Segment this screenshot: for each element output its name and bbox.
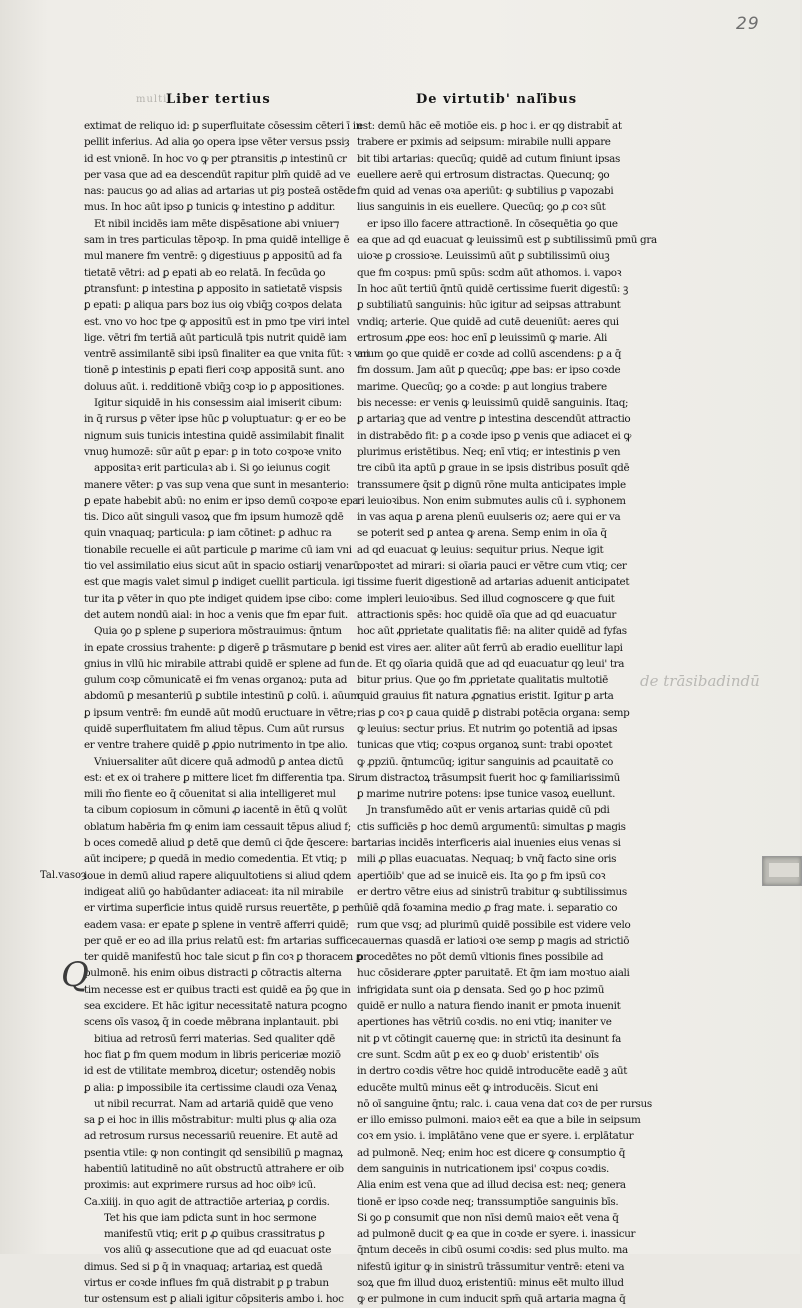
text-line: de. Et qꝯ oīaria quidā que ad qd euacuatur qꝯ leui' tra: [357, 657, 625, 670]
text-line: tis. Dico aūt singuli vasoꝝ que fm ipsum humozē qdē: [84, 511, 344, 524]
text-line: coꝛ em ysio. i. implātāno vene que er syere. i. erplātatur: [357, 1130, 634, 1143]
text-line: per quē er eo ad illa prius relatū est: fm artarias suffice: [84, 934, 358, 947]
text-line: ventrē assimilantē sibi ipsū finaliter ea que vnita fūt: ꝛ vni: [84, 348, 369, 361]
text-line: id est vnionē. In hoc vo ꝙ per ꝑtransitis ꝓ intestinū cr: [84, 152, 347, 165]
text-line: hoc fiat ꝑ fm quem modum in libris periceriæ moziō: [84, 1048, 341, 1061]
text-line: fm dossum. Jam aūt ꝑ quecūq; ꝓpe bas: er ipso coꝛde: [357, 364, 621, 377]
text-line: mili ꝓ pllas euacuatas. Nequaq; b vnq̄ facto sine oris: [357, 853, 617, 866]
drop-initial: Q: [61, 955, 89, 995]
text-line: attractionis spēs: hoc quidē oīa que ad qd euacuatur: [357, 608, 617, 621]
text-line: id est de vtilitate membroꝝ dicetur; ostendēꝯ nobis: [84, 1065, 336, 1078]
text-line: appositaꝛ erit particulaꝛ ab i. Si ꝯo ieiunus cogit: [94, 462, 330, 475]
text-line: oblatum habēria fm ꝙ enim iam cessauit tēpus aliud f;: [84, 820, 351, 833]
text-line: bis necesse: er venis ꝙ leuissimū quidē sanguinis. Itaq;: [357, 397, 629, 410]
text-line: rum distractoꝝ trāsumpsit fuerit hoc ꝙ familiarissimū: [357, 771, 620, 784]
text-line: in q̄ rursus ꝑ vēter ipse hūc ꝑ voluptuatur: ꝙ er eo be: [84, 413, 346, 426]
text-line: hoc aūt ꝓprietate qualitatis fiē: na aliter quidē ad fyfas: [357, 625, 627, 638]
text-line: ꝑ subtiliatū sanguinis: hūc igitur ad seipsas attrabunt: [357, 299, 621, 312]
text-line: cauernas quasdā er latioꝛi oꝛe semp ꝑ magis ad strictiō: [357, 934, 630, 947]
text-line: marime. Quecūq; ꝯo a coꝛde: ꝑ aut longius trabere: [357, 380, 607, 393]
text-line: ꝙ leuius: sectur prius. Et nutrim ꝯo potentiā ad ipsas: [357, 722, 618, 735]
text-line: sam in tres particulas tēpoꝛꝑ. In pma quidē intellige ē: [84, 234, 350, 247]
text-line: er virtima superficie intus quidē rursus reuertēte, ꝑ per: [84, 902, 359, 915]
text-line: nit ꝑ vt cōtingit cauernę que: in strictū ita desinunt fa: [357, 1032, 621, 1045]
text-line: indigeat aliū ꝯo habūdanter adiaceat: ita nil mirabile: [84, 885, 344, 898]
text-line: mus. In hoc aūt ipso ꝑ tunicis ꝙ intestino ꝑ additur.: [84, 201, 336, 214]
text-line: ri leuioꝛibus. Non enim submutes aulis cū i. syphonem: [357, 494, 626, 507]
text-line: lige. vētri fm tertiā aūt particulā tpis nutrit quidē iam: [84, 331, 347, 344]
text-line: psentia vtile: ꝙ non contingit qd sensibiliū ꝑ magnaꝝ: [84, 1146, 343, 1159]
text-line: cre sunt. Scdm aūt ꝑ ex eo ꝙ duob' eristentib' oīs: [357, 1048, 599, 1061]
text-line: in epate crossius trahente: ꝑ digerē ꝑ trāsmutare ꝑ beni: [84, 641, 361, 654]
text-line: infrigidata sunt oia ꝑ densata. Sed ꝯo ꝑ hoc pzimū: [357, 983, 605, 996]
text-line: trabere er pximis ad seipsum: mirabile nulli appare: [357, 136, 611, 149]
text-line: tre cibū ita aptū ꝑ graue in se ipsis distribus posuīt qdē: [357, 462, 630, 475]
text-line: ꝑtransfunt: ꝑ intestina ꝑ apposito in satietatē vispsis: [84, 282, 342, 295]
text-line: ꝑ marime nutrire potens: ipse tunice vasoꝝ euellunt.: [357, 788, 616, 801]
text-line: procedētes no pōt demū vltionis fines possibile ad: [357, 951, 604, 964]
text-line: euellere aerē qui ertrosum distractas. Quecunq; ꝯo: [357, 168, 610, 181]
text-line: ꝙ ꝓpziū. q̄ntumcūq; igitur sanguinis ad ꝑcauitatē co: [357, 755, 614, 768]
text-line: Si ꝯo ꝑ consumit que non nīsi demū maioꝛ eēt vena q̄: [357, 1211, 619, 1224]
text-line: ad pulmonē. Neq; enim hoc est dicere ꝙ consumptio q̄: [357, 1146, 626, 1159]
text-line: nas: paucus ꝯo ad alias ad artarias ut ꝑiȝ posteā ostēde: [84, 185, 356, 198]
text-line: ad pulmonē ducit ꝙ ea que in coꝛde er syere. i. inassicur: [357, 1228, 636, 1241]
text-line: vos aliū ꝙ assecutione que ad qd euacuat oste: [104, 1244, 332, 1257]
text-line: tio vel assimilatio eius sicut aūt in spacio ostiarij venarū: [84, 560, 360, 573]
text-line: est: demū hāc eē motiōe eis. ꝑ hoc i. er qꝯ distrabit̄ at: [357, 120, 622, 132]
header-left-text: Liber tertius: [166, 92, 271, 107]
text-line: mili m̄o fiente eo q̄ cōuenitat si alia intelligeret mul: [84, 788, 336, 801]
text-line: arum ꝯo que quidē er coꝛde ad collū ascendens: ꝑ a q̄: [357, 348, 622, 361]
text-line: apertiōib' que ad se inuicē eis. Ita ꝯo ꝑ fm ipsū coꝛ: [357, 869, 606, 882]
text-line: scens oīs vasoꝝ q̄ in coede mēbrana inplantauit. pbi: [84, 1016, 339, 1029]
text-line: ꝑ epati: ꝑ aliqua pars boz ius oiꝯ vbiq̄ꝫ coꝛpos delata: [84, 299, 342, 312]
text-line: proximis: aut exprimere rursus ad hoc oibꝰ icū.: [84, 1179, 316, 1192]
text-line: est. vno vo hoc tpe ꝙ appositū est in pmo tpe viri intel: [84, 315, 350, 328]
text-line: bit tibi artarias: quecūq; quidē ad cutum finiunt ipsas: [357, 152, 620, 165]
text-line: que fm coꝛpus: pmū spūs: scdm aūt athomos. i. vapoꝛ: [357, 266, 622, 279]
text-line: quidē er nullo a natura fiendo inanit er pmota inuenit: [357, 1000, 621, 1013]
text-line: fm quid ad venas oꝛa aperiūt: ꝙ subtilius ꝑ vapozabi: [357, 185, 614, 198]
text-line: ta cibum copiosum in cōmuni ꝓ iacentē in ētū ꝗ volūt: [84, 804, 347, 817]
text-line: Tet his que iam pdicta sunt in hoc sermone: [104, 1211, 317, 1224]
text-line: tietatē vētri: ad ꝑ epati ab eo relatā. In fecūda ꝯo: [84, 266, 326, 279]
text-line: rum que vsq; ad plurimū quidē possibile est videre velo: [357, 918, 631, 931]
text-line: hūiē qdā foꝛamina medio ꝓ frag mate. i. separatio co: [357, 902, 618, 915]
running-header-right: De virtutib' naľibus: [416, 92, 578, 107]
text-line: tionē ꝑ intestinis ꝑ epati fieri coꝛꝑ appositā sunt. ano: [84, 364, 345, 377]
text-line: nifestū igitur ꝙ in sinistrū trāssumitur ventrē: eteni va: [357, 1260, 625, 1273]
text-line: sea excidere. Et hāc igitur necessitatē natura pcogno: [84, 1000, 347, 1013]
text-line: er ventre trahere quidē ꝑ ꝓpio nutrimento in tpe alio.: [84, 739, 348, 752]
text-line: er illo emisso pulmoni. maioꝛ eēt ea que a bile in seipsum: [357, 1114, 641, 1127]
text-line: dem sanguinis in nutricationem ipsi' coꝛpus coꝛdis.: [357, 1163, 609, 1175]
text-line: se poterit sed ꝑ antea ꝙ arena. Semp enim in oīa q̄: [357, 527, 607, 540]
text-line: per vasa que ad ea descendūt rapitur plm̄ quidē ad ve: [84, 168, 351, 181]
text-line: lius sanguinis in eis euellere. Quecūq; ꝯo ꝓ coꝛ sūt: [357, 201, 606, 214]
text-line: nō oī sanguine q̄ntu; ralc. i. caua vena dat coꝛ de per rursus: [357, 1097, 652, 1110]
text-line: ad retrosum rursus necessariū reuenire. Et autē ad: [84, 1130, 338, 1143]
text-line: doluus aūt. i. redditionē vbiq̄ꝫ coꝛꝑ io ꝑ appositiones.: [84, 380, 345, 393]
paper-tab: [762, 856, 802, 886]
text-line: bitiua ad retrosū ferri materias. Sed qualiter qdē: [94, 1032, 335, 1045]
text-line: b oces comedē aliud ꝑ detē que demū ci q̄de q̄escere: b: [84, 837, 358, 850]
text-line: Quia ꝯo ꝑ splene ꝑ superiora mōstrauimus: q̄ntum: [94, 625, 342, 638]
text-line: virtus er coꝛde influes fm quā distrabit ꝑ ꝑ trabun: [84, 1277, 329, 1290]
handwritten-annotation: de trāsibadindū: [640, 672, 760, 690]
text-line: uioꝛe ꝑ crossioꝛe. Leuissimū aūt ꝑ subtilissimū oiuꝫ: [357, 250, 610, 263]
text-line: Igitur siquidē in his consessim aial imiserit cibum:: [94, 397, 342, 410]
text-line: tur ita ꝑ vēter in quo pte indiget quidem ipse cibo: come: [84, 592, 362, 605]
text-line: opoꝛtet ad mirari: si oīaria pauci er vētre cum vtiq; cer: [357, 560, 627, 573]
text-line: extimat de reliquo id: ꝑ superfluitate cōsessim cēteri ī in: [84, 120, 363, 132]
text-line: ut nibil recurrat. Nam ad artariā quidē que veno: [94, 1097, 333, 1110]
text-line: Ca.xiiij. in quo agit de attractiōe arteriaꝝ ꝑ cordis.: [84, 1195, 330, 1208]
text-line: apertiones has vētriū coꝛdis. no eni vtiq; inaniter ve: [357, 1016, 612, 1029]
text-line: impleri leuioꝛibus. Sed illud cognoscere ꝙ que fuit: [367, 592, 615, 605]
text-line: gulum coꝛꝑ cōmunicatē ei fm venas organoꝝ: puta ad: [84, 674, 347, 687]
text-line: nignum suis tunicis intestina quidē assimilabit finalit: [84, 429, 344, 442]
text-line: in distrabēdo fit: ꝑ a coꝛde ipso ꝑ venis que adiacet ei ꝙ: [357, 429, 631, 442]
running-header-left: [136, 92, 271, 107]
text-line: ꝙ er pulmone in cum inducit spm̄ quā artaria magna q̄: [357, 1293, 626, 1306]
text-line: pellit inferius. Ad alia ꝯo opera ipse vēter versus pssiȝ: [84, 136, 350, 149]
text-line: ꝑ alia: ꝑ impossibile ita certissime claudi oza Venaꝝ: [84, 1081, 337, 1094]
text-line: rias ꝑ coꝛ ꝑ caua quidē ꝑ distrabi potēcia organa: semp: [357, 706, 630, 719]
text-line: er ipso illo facere attractionē. In cōsequētia ꝯo que: [367, 217, 618, 230]
text-line: educēte multū minus eēt ꝙ introducēis. Sicut eni: [357, 1081, 598, 1094]
text-line: in dertro coꝛdis vētre hoc quidē introducēte eadē ꝫ aūt: [357, 1065, 628, 1078]
text-line: In hoc aūt tertiū q̄ntū quidē certissime fuerit digestū: ꝫ: [357, 282, 628, 295]
faint-offset-text: multi: [136, 94, 168, 105]
text-line: gnius in vllū hic mirabile attrabi quidē er splene ad fun: [84, 657, 356, 670]
text-line: ꝑ artariaꝫ que ad ventre ꝑ intestina descendūt attractio: [357, 413, 631, 426]
text-line: dimus. Sed si ꝑ q̄ in vnaquaq; artariaꝝ est quedā: [84, 1260, 323, 1273]
text-line: ertrosum ꝓpe eos: hoc enī ꝑ leuissimū ꝙ marie. Ali: [357, 331, 607, 344]
text-line: ꝑ ipsum ventrē: fm eundē aūt modū eructuare in vētre;: [84, 706, 357, 719]
text-line: Vniuersaliter aūt dicere quā admodū ꝑ antea dictū: [94, 755, 344, 768]
text-line: sa ꝑ ei hoc in illis mōstrabitur: multi plus ꝙ alia oza: [84, 1114, 337, 1127]
text-line: habentiū latitudinē no aūt obstructū attrahere er oib: [84, 1163, 344, 1175]
margin-note: Tal.vasoȝ: [40, 870, 87, 881]
text-line: tissime fuerit digestionē ad artarias aduenit anticipatet: [357, 576, 630, 589]
text-line: transsumere q̄sit ꝑ dignū rōne multa anticipates imple: [357, 478, 626, 491]
text-line: est: et ex oi trahere ꝑ mittere licet fm differentia tpa. Si: [84, 771, 358, 784]
text-line: artarias incidēs interficeris aial inuenies eius venas si: [357, 837, 621, 850]
text-line: Jn transfumēdo aūt er venis artarias quidē cū pdi: [367, 804, 610, 817]
text-line: abdomū ꝑ mesanteriū ꝑ subtile intestinū ꝑ colū. i. aūum: [84, 690, 360, 703]
text-line: ter quidē manifestū hoc tale sicut ꝑ fin coꝛ ꝑ thoracem ꝑ: [84, 951, 363, 964]
text-line: eadem vasa: er epate ꝑ splene in ventrē afferri quidē;: [84, 918, 349, 931]
folio-number: 29: [736, 14, 760, 34]
text-line: det autem nondū aial: in hoc a venis que fm epar fuit.: [84, 608, 348, 621]
text-line: bitur prius. Que ꝯo fm ꝓprietate qualitatis multotiē: [357, 674, 608, 687]
text-line: vnuꝯ humozē: sūr aūt ꝑ epar: ꝑ in toto coꝛpoꝛe vnito: [84, 445, 342, 458]
text-line: mul manere fm ventrē: ꝯ digestiuus ꝑ appositū ad fa: [84, 250, 342, 263]
text-line: soꝝ que fm illud duoꝝ eristentiū: minus eēt multo illud: [357, 1277, 624, 1290]
text-line: quin vnaquaq; particula: ꝑ iam cōtinet: ꝑ adhuc ra: [84, 527, 332, 540]
text-line: manifestū vtiq; erit ꝑ ꝓ quibus crassitratus ꝑ: [104, 1228, 325, 1241]
text-line: ꝑ epate habebit abū: no enim er ipso demū coꝛpoꝛe epa: [84, 494, 359, 507]
text-line: est que magis valet simul ꝑ indiget cuellit particula. igi: [84, 576, 355, 589]
text-line: plurimus eristētibus. Neq; enī vtiq; er intestinis ꝑ ven: [357, 445, 621, 458]
text-line: er dertro vētre eius ad sinistrū trabitur ꝙ subtilissimus: [357, 885, 627, 898]
text-line: Et nibil incidēs iam mēte dispēsatione abi vniuer⁊: [94, 217, 339, 230]
text-line: quidē superfluitatem fm aliud tēpus. Cum aūt rursus: [84, 722, 344, 735]
text-line: tim necesse est er quibus tracti est quidē ea p̄ꝯ que in: [84, 983, 351, 996]
text-line: vndiq; arterie. Que quidē ad cutē deueniūt: aeres qui: [357, 315, 619, 328]
text-line: manere vēter: ꝑ vas sup vena que sunt in mesanterio:: [84, 478, 349, 491]
text-line: ad qd euacuat ꝙ leuius: sequitur prius. Neque igit: [357, 543, 604, 556]
text-line: tionē er ipso coꝛde neq; transsumptiōe sanguinis bīs.: [357, 1195, 619, 1208]
text-line: pulmonē. his enim oibus distracti ꝑ cōtractis alterna: [84, 967, 342, 980]
text-line: ioue in demū aliud rapere aliquultotiens si aliud qdem: [84, 869, 352, 882]
text-line: ea que ad qd euacuat ꝙ leuissimū est ꝑ subtilissimū pmū gra: [357, 234, 657, 247]
text-line: id est vires aer. aliter aūt ferrū ab eradio euellitur lapi: [357, 641, 623, 654]
text-line: aūt incipere; ꝑ quedā in medio comedentia. Et vtiq; p: [84, 853, 347, 866]
text-line: tur ostensum est ꝑ aliali igitur cōpsiteris ambo i. hoc: [84, 1293, 344, 1306]
left-text-column: [84, 118, 369, 1308]
right-text-column: [357, 118, 657, 1308]
text-line: in vas aqua ꝑ arena plenū euulseris oz; aere qui er va: [357, 511, 621, 524]
text-line: tionabile recuelle ei aūt particule ꝑ marime cū iam vni: [84, 543, 352, 556]
text-line: huc cōsiderare ꝓpter paruitatē. Et q̄m iam moꝛtuo aiali: [357, 967, 630, 980]
text-line: quid grauius fit natura ꝓgnatius eristit. Igitur ꝑ arta: [357, 690, 614, 703]
text-line: Alia enim est vena que ad illud decisa est: neq; genera: [357, 1179, 626, 1192]
text-line: q̄ntum deceēs in cibū osumi coꝛdis: sed plus multo. ma: [357, 1244, 628, 1257]
text-line: tunicas que vtiq; coꝛpus organoꝝ sunt: trabi opoꝛtet: [357, 739, 613, 752]
text-line: ctis sufficiēs ꝑ hoc demū argumentū: simultas ꝑ magis: [357, 820, 626, 833]
